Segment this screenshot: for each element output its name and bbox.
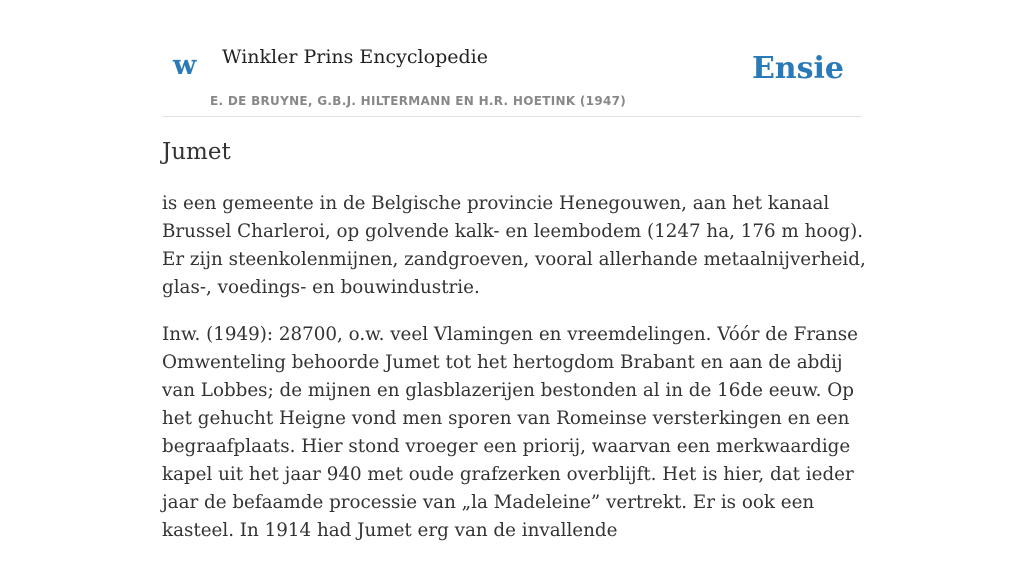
site-header	[162, 0, 862, 117]
article-paragraph: Inw. (1949): 28700, o.w. veel Vlamingen en vreemdelingen. Vóór de Franse Omwenteling behoorde Jumet tot het hertogdom Brabant en aan de abdij van Lobbes; de mijnen en glasblazerijen bestonden al in de 16de eeuw. Op het gehucht Heigne vond men sporen van Romeinse versterkingen en een begraafplaats. Hier stond vroeger een priorij, waarvan een merkwaardige kapel uit het jaar 940 met oude grafzerken overblijft. Het is hier, dat ieder jaar de befaamde processie van „la Madeleine” vertrekt. Er is ook een kasteel. In 1914 had Jumet erg van de invallende	[162, 323, 858, 541]
article-paragraph: is een gemeente in de Belgische provincie Henegouwen, aan het kanaal Brussel Charleroi, op golvende kalk- en leembodem (1247 ha, 176 m hoog). Er zijn steenkolenmijnen, zandgroeven, vooral allerhande metaalnijverheid, glas-, voedings- en bouwindustrie.	[162, 192, 866, 298]
article	[162, 138, 874, 564]
site-authors: E. DE BRUYNE, G.B.J. HILTERMANN EN H.R. HOETINK (1947)	[210, 94, 627, 108]
ensie-brand-link[interactable]: Ensie	[751, 51, 844, 86]
article-title: Jumet	[162, 139, 231, 165]
site-title[interactable]: Winkler Prins Encyclopedie	[222, 46, 488, 68]
winkler-prins-logo-icon[interactable]: w	[173, 50, 197, 81]
